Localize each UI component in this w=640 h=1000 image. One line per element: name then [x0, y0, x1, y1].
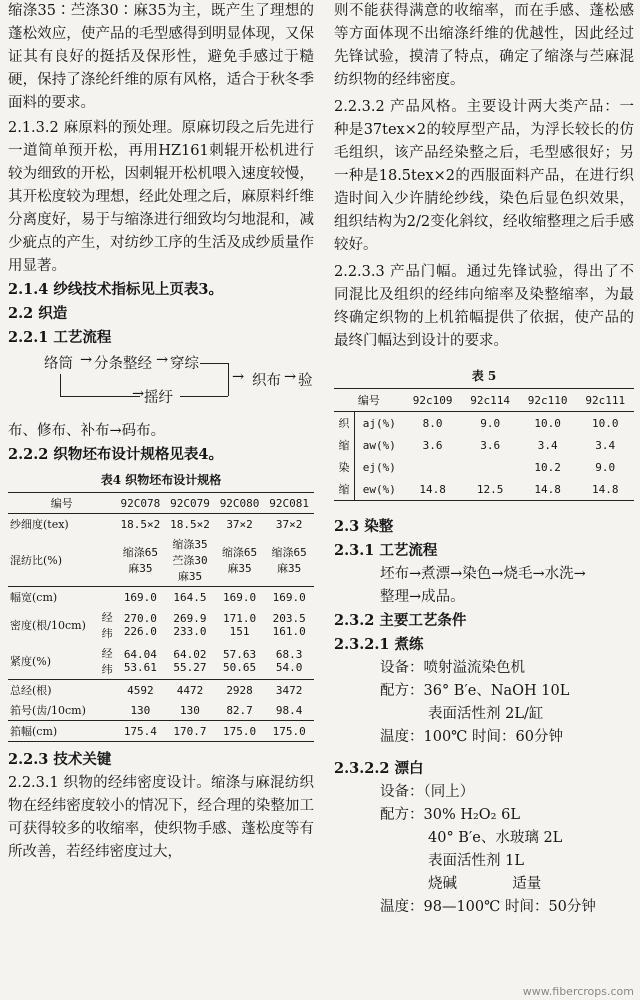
table-header-cell: 92C081 [264, 493, 314, 514]
section-heading: 2.2.3 技术关键 [8, 751, 112, 768]
paragraph: 2.2.3.1 织物的经纬密度设计。缩涤与麻混纺织物在经纬密度较小的情况下，经合理的染整加工可获得较多的收缩率，使织物手感、蓬松度等有所改善，若经纬密度过大， [8, 775, 314, 860]
table-cell: 18.5×2 [116, 514, 166, 535]
process-condition: 配方：36° B′e、NaOH 10L [380, 683, 570, 699]
row-label: 密度(根/10cm) [10, 619, 86, 632]
process-condition: 烧碱 适量 [428, 876, 542, 892]
table-header-cell: 92C078 [116, 493, 166, 514]
row-label: 筘幅(cm) [8, 721, 116, 742]
section-heading: 2.3.1 工艺流程 [334, 542, 438, 559]
table-row [8, 721, 314, 742]
section-heading: 2.3.2.2 漂白 [334, 760, 424, 777]
table-cell [461, 456, 519, 478]
table-cell: 3472 [264, 680, 314, 701]
row-label: 总经(根) [8, 680, 116, 701]
table-row [334, 456, 634, 478]
table-cell: 175.0 [215, 721, 265, 742]
row-label: 筘号(齿/10cm) [10, 704, 86, 717]
table-cell [404, 456, 462, 478]
table-row [8, 587, 314, 608]
flow-step: 验 [298, 373, 313, 389]
table-cell: 缩涤65 麻35 [271, 546, 307, 575]
flow-step: 摇纡 [144, 390, 173, 406]
process-condition: 配方：30% H₂O₂ 6L [380, 807, 520, 823]
table-row [334, 412, 634, 435]
table-caption: 表 5 [471, 369, 497, 383]
shrinkage-table [334, 388, 634, 501]
table-cell: 37×2 [215, 514, 265, 535]
table-header-cell: 92C080 [215, 493, 265, 514]
flow-step: 穿综 [170, 356, 199, 372]
table-caption: 表4 织物坯布设计规格 [100, 473, 222, 487]
watermark: www.fibercrops.com [522, 985, 634, 998]
table-cell: 57.63 50.65 [223, 648, 257, 674]
table-cell: 169.0 [215, 587, 265, 608]
table-cell: 68.3 54.0 [275, 648, 303, 674]
section-heading: 2.3.2.1 煮练 [334, 636, 424, 653]
paragraph: 2.2.3.3 产品门幅。通过先锋试验，得出了不同混比及组织的经纬向缩率及染整缩率，为最终确定织物的上机筘幅提供了依据，使产品的最终门幅达到设计的要求。 [334, 264, 634, 349]
row-label: ew(%) [354, 478, 403, 501]
table-row [8, 700, 314, 721]
process-condition: 表面活性剂 2L/缸 [428, 706, 544, 722]
table-cell: 4472 [165, 680, 215, 701]
table-row [8, 534, 314, 587]
table-cell: 2928 [215, 680, 265, 701]
table-cell: 164.5 [165, 587, 215, 608]
table-cell: 缩涤65 麻35 [122, 546, 158, 575]
table-header-cell: 92c109 [404, 389, 462, 412]
table-cell: 175.4 [116, 721, 166, 742]
flow-arrow: → [284, 369, 297, 385]
table-cell: 8.0 [404, 412, 462, 435]
fabric-spec-table [8, 492, 314, 742]
right-column [334, 0, 634, 919]
table-cell: 169.0 [116, 587, 166, 608]
paragraph: 2.1.3.2 麻原料的预处理。原麻切段之后先进行一道简单预开松，再用HZ161刺辊开松机进行较为细致的开松，因刺辊开松机喂入速度较慢，其开松度较为理想，经此处理之后，麻原料纤维分离度好，易于与缩涤进行细致均匀地混和，减少疵点的产生，对纺纱工序的生活及成纱质量作用显著。 [8, 120, 314, 274]
section-heading: 2.2.1 工艺流程 [8, 329, 112, 346]
table-cell: 130 [130, 703, 151, 717]
table-cell: 14.8 [519, 478, 577, 501]
left-column [8, 0, 314, 864]
row-label: aw(%) [354, 434, 403, 456]
table-header-cell: 92c114 [461, 389, 519, 412]
table-cell: 64.02 55.27 [173, 648, 207, 674]
flow-arrow: → [156, 352, 169, 368]
process-flow-line: 整理→成品。 [380, 589, 465, 605]
table-cell: 14.8 [576, 478, 634, 501]
table-header-row [8, 493, 314, 514]
process-condition: 设备：喷射溢流染色机 [380, 660, 525, 676]
table-cell: 130 [180, 703, 200, 717]
table-header-cell: 编号 [334, 389, 404, 412]
flow-line [228, 363, 229, 396]
table-cell: 203.5 161.0 [272, 612, 306, 638]
table-cell: 14.8 [404, 478, 462, 501]
row-sublabel: 经 纬 [101, 647, 113, 676]
table-cell: 270.0 226.0 [123, 612, 157, 638]
flow-line [60, 374, 61, 396]
table-row [8, 680, 314, 701]
table-cell: 12.5 [461, 478, 519, 501]
table-cell: 98.4 [275, 703, 303, 717]
table-cell: 64.04 53.61 [123, 648, 157, 674]
flow-step: 织布 [252, 373, 281, 389]
table-header-cell: 92C079 [165, 493, 215, 514]
row-label: aj(%) [354, 412, 403, 435]
table-cell: 缩涤35 苎涤30 麻35 [172, 538, 208, 583]
table-header-cell: 92c110 [519, 389, 577, 412]
process-condition: 表面活性剂 1L [428, 853, 524, 869]
paragraph: 布、修布、补布→码布。 [8, 423, 166, 439]
row-label: 混纺比(%) [10, 554, 63, 567]
flow-arrow: → [232, 369, 245, 385]
section-heading: 2.1.4 纱线技术指标见上页表3。 [8, 281, 223, 298]
flow-line [180, 396, 228, 397]
process-flow-line: 坯布→煮漂→染色→烧毛→水洗→ [380, 566, 586, 582]
table-cell: 3.6 [480, 438, 501, 452]
section-heading: 2.3.2 主要工艺条件 [334, 612, 467, 629]
paragraph: 2.2.3.2 产品风格。主要设计两大类产品：一种是37tex×2的较厚型产品，为浮长较长的仿毛组织，该产品经染整之后，毛型感很好；另一种是18.5tex×2的西服面料产品，在进行织造时间入少许腈纶纱线，染色后显色织效果，组织结构为2/2变化斜纹，经收缩整理之后手感较好。 [334, 99, 634, 253]
process-condition: 温度：100℃ 时间：60分钟 [380, 729, 563, 745]
row-side-label: 缩 [338, 439, 350, 452]
section-heading: 2.3 染整 [334, 518, 394, 535]
paragraph: 缩涤35∶苎涤30∶麻35为主，既产生了理想的蓬松效应，使产品的毛型感得到明显体现，又保证其有良好的挺括及保形性，避免手感过于糙硬，保持了涤纶纤维的原有风格，适合于秋冬季面料的要求。 [8, 3, 314, 111]
row-sublabel: 经 纬 [101, 611, 113, 640]
section-heading: 2.2.2 织物坯布设计规格见表4。 [8, 446, 223, 463]
table-cell: 3.4 [537, 438, 558, 452]
table-cell: 175.0 [264, 721, 314, 742]
table-row [8, 643, 314, 680]
table-cell: 171.0 151 [223, 612, 257, 638]
table-cell: 170.7 [165, 721, 215, 742]
table-cell: 9.0 [461, 412, 519, 435]
table-cell: 269.9 233.0 [173, 612, 207, 638]
row-label: 幅宽(cm) [8, 587, 116, 608]
table-header-cell: 92c111 [576, 389, 634, 412]
row-label: ej(%) [354, 456, 403, 478]
process-condition: 40° B′e、水玻璃 2L [428, 830, 563, 846]
flow-arrow: → [132, 386, 145, 402]
row-side-label: 缩 [334, 478, 354, 501]
table-cell: 10.0 [576, 412, 634, 435]
flow-step: 络筒 [44, 356, 73, 372]
flow-step: 分条整经 [94, 356, 152, 372]
row-side-label: 织 [334, 412, 354, 435]
table-cell: 缩涤65 麻35 [221, 546, 258, 575]
table-row [334, 434, 634, 456]
table-cell: 9.0 [595, 460, 616, 474]
row-side-label: 染 [338, 461, 350, 474]
table-cell: 3.4 [595, 438, 616, 452]
row-label: 纱细度(tex) [8, 514, 116, 535]
section-heading: 2.2 织造 [8, 305, 68, 322]
process-condition: 温度：98—100℃ 时间：50分钟 [380, 899, 596, 915]
table-row [8, 607, 314, 643]
table-cell: 10.0 [519, 412, 577, 435]
table-cell: 169.0 [264, 587, 314, 608]
table-cell: 10.2 [534, 460, 561, 474]
table-cell: 3.6 [422, 438, 443, 452]
process-condition: 设备：（同上） [380, 784, 475, 800]
table-header-row [334, 389, 634, 412]
table-cell: 18.5×2 [165, 514, 215, 535]
table-cell: 82.7 [226, 703, 253, 717]
flow-line [60, 396, 140, 397]
table-cell: 37×2 [264, 514, 314, 535]
table-header-cell: 编号 [8, 493, 116, 514]
paragraph: 则不能获得满意的收缩率，而在手感、蓬松感等方面体现不出缩涤纤维的优越性，因此经过先锋试验，摸清了特点，确定了缩涤与苎麻混纺织物的经纬密度。 [334, 3, 634, 88]
table-row [8, 514, 314, 535]
flow-line [200, 363, 228, 364]
table-row [334, 478, 634, 501]
flow-arrow: → [80, 352, 93, 368]
weaving-flow-diagram [8, 350, 314, 420]
table-cell: 4592 [116, 680, 166, 701]
row-label: 紧度(%) [10, 655, 52, 668]
